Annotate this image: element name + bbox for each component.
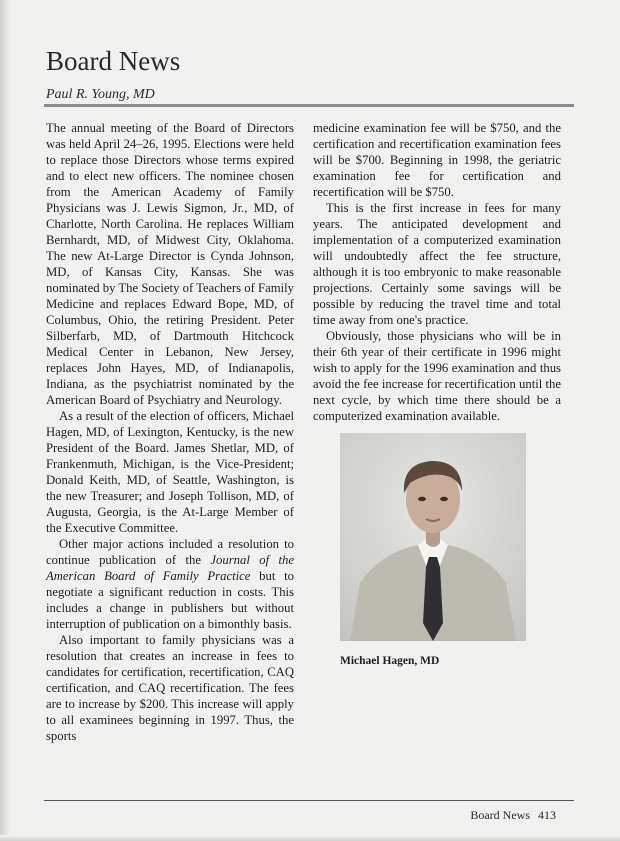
title-rule (44, 104, 574, 107)
paragraph (46, 536, 294, 632)
paragraph: medicine examination fee will be $750, and the certification and recertification examination fees will be $700. Beginning in 1998, the geriatric examination fee for certification and recertification will be $750. (313, 121, 561, 199)
paragraph: This is the first increase in fees for many years. The anticipated development and implementation of a computerized examination will undoubtedly affect the fee structure, although it is too embryonic to make reasonable projections. Certainly some savings will be possible by reducing the travel time and total time away from one's practice. (313, 201, 561, 327)
page-number: 413 (538, 808, 556, 822)
page-edge-shadow (0, 0, 10, 841)
journal-title: Journal of the American Board of Family Practice (46, 553, 294, 583)
article-author: Paul R. Young, MD (46, 87, 155, 102)
footer-rule (44, 800, 574, 801)
paragraph: Also important to family physicians was a resolution that creates an increase in fees to candidates for certification, recertification, CAQ certification, and CAQ recertification. The fees are to increase by $200. This increase will apply to all examinees beginning in 1997. Thus, the sports (46, 633, 294, 743)
article-title: Board News (46, 46, 181, 76)
page-bottom-shadow (0, 835, 620, 841)
photo-caption: Michael Hagen, MD (340, 655, 440, 667)
portrait-illustration (340, 433, 526, 641)
paragraph-text: but to negotiate a significant reduction in costs. This includes a change in publishers but without interruption of publication on a bimonthly basis. (46, 569, 294, 631)
paragraph-text: Other major actions included a resolution to continue publication of the (46, 537, 294, 567)
paragraph: As a result of the election of officers, Michael Hagen, MD, of Lexington, Kentucky, is the new President of the Board. James Shetlar, MD, of Frankenmuth, Michigan, is the Vice-President; Donald Keith, MD, of Seattle, Washington, is the new Treasurer; and Joseph Tollison, MD, of Augusta, Georgia, is the At-Large Member of the Executive Committee. (46, 409, 294, 535)
right-column (313, 120, 561, 424)
paragraph: Obviously, those physicians who will be in their 6th year of their certificate in 1996 might wish to apply for the 1996 examination and thus avoid the fee increase for recertification until the next cycle, by which time there should be a computerized examination available. (313, 329, 561, 423)
footer-section: Board News (470, 808, 530, 822)
left-column (46, 120, 294, 744)
paragraph: The annual meeting of the Board of Directors was held April 24–26, 1995. Elections were held to replace those Directors whose terms expired and to elect new officers. The nominee chosen from the American Academy of Family Physicians was J. Lewis Sigmon, Jr., MD, of Charlotte, North Carolina. He replaces William Bernhardt, MD, of Midwest City, Oklahoma. The new At-Large Director is Cynda Johnson, MD, of Kansas City, Kansas. She was nominated by The Society of Teachers of Family Medicine and replaces Edward Bope, MD, of Columbus, Ohio, the retiring President. Peter Silberfarb, MD, of Dartmouth Hitchcock Medical Center in Lebanon, New Jersey, replaces John Hayes, MD, of Indianapolis, Indiana, as the psychiatrist nominated by the American Board of Psychiatry and Neurology. (46, 121, 294, 407)
page-footer (470, 808, 556, 823)
portrait-photo (340, 433, 526, 641)
